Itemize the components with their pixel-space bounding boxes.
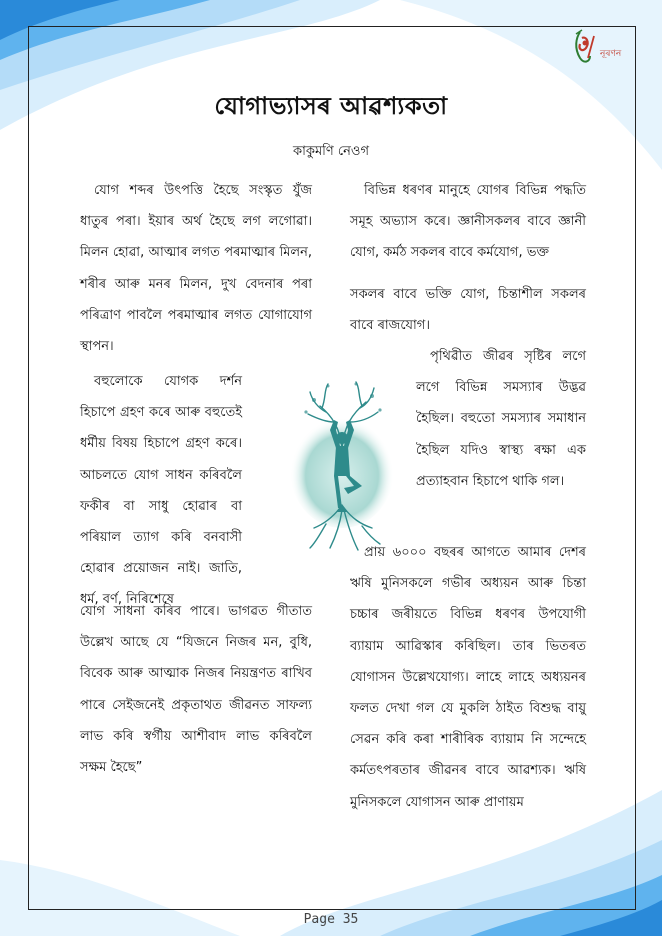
right-paragraph-2 <box>350 279 586 341</box>
logo-text: নূৰণন <box>600 49 622 59</box>
right-paragraph-1-text: বিভিন্ন ধৰণৰ মানুহে যোগৰ বিভিন্ন পদ্ধতি সমূহ অভ্যাস কৰে। জ্ঞানীসকলৰ বাবে জ্ঞানী যোগ, কৰ্মঠ সকলৰ বাবে কৰ্মযোগ, ভক্ত <box>350 183 586 261</box>
right-paragraph-2-text: সকলৰ বাবে ভক্তি যোগ, চিন্তাশীল সকলৰ বাবে ৰাজযোগ। <box>350 287 586 334</box>
page-number: Page 35 <box>303 912 359 927</box>
right-paragraph-4-text: প্ৰায় ৬০০০ বছৰৰ আগতে আমাৰ দেশৰ ঋষি মুনিসকলে গভীৰ অধ্যয়ন আৰু চিন্তা চচ্চাৰ জৰীয়তে বিভিন্ন ধৰণৰ উপযোগী ব্যায়াম আৱিস্কাৰ কৰিছিল। তাৰ ভিতৰত যোগাসন উল্লেখযোগ্য। লাহে লাহে অধ্যয়নৰ ফলত দেখা গল যে মুকলি ঠাইত বিশুদ্ধ বায়ু সেৱন কৰি কৰা শাৰীৰিক ব্যায়াম নি সন্দেহে কৰ্মতৎপৰতাৰ জীৱনৰ বাবে আৱশ্যক। ঋষি মুনিসকলে যোগাসন আৰু প্ৰাণায়ম <box>350 545 586 810</box>
left-paragraph-2-text-a: বহুলোকে যোগক দৰ্শন হিচাপে গ্ৰহণ কৰে আৰু বহুতেই ধৰ্মীয় বিষয় হিচাপে গ্ৰহণ কৰে। আচলতে যোগ সাধন কৰিবলৈ ফকীৰ বা সাধু হোৱাৰ বা পৰিয়াল ত্যাগ কৰি বনবাসী হোৱাৰ প্ৰয়োজন নাই। জাতি, ধৰ্ম, বৰ্ণ, নিৰিশেষে <box>80 374 242 608</box>
left-paragraph-1-text: যোগ শব্দৰ উৎপত্তি হৈছে সংস্কৃত যুঁজ ধাতুৰ পৰা। ইয়াৰ অৰ্থ হৈছে লগ লগোৱা। মিলন হোৱা, আত্মাৰ লগত পৰমাত্মাৰ মিলন, শৰীৰ আৰু মনৰ মিলন, দুখ বেদনাৰ পৰা পৰিত্ৰাণ পাবলৈ পৰমাত্মাৰ লগত যোগাযোগ স্থাপন। <box>80 183 312 355</box>
left-paragraph-2-text-b: যোগ সাধনা কৰিব পাৰে। ভাগৱত গীতাত উল্লেখ আছে যে “যিজনে নিজৰ মন, বুধি, বিবেক আৰু আত্মাক নিজৰ নিয়ন্ত্ৰণত ৰাখিব পাৰে সেইজনেই প্ৰকৃতাথত জীৱনত সাফল্য লাভ কৰি স্বৰ্গীয় আশীবাদ লাভ কৰিবলৈ সক্ষম হৈছে” <box>80 604 312 776</box>
left-paragraph-2-continued <box>80 596 312 783</box>
right-paragraph-3 <box>416 341 586 497</box>
left-paragraph-2 <box>80 366 242 616</box>
article-title: যোগাভ্যাসৰ আৱশ্যকতা <box>214 92 448 120</box>
right-paragraph-3-text: পৃথিৱীত জীৱৰ সৃষ্টিৰ লগে লগে বিভিন্ন সমস্যাৰ উদ্ভৱ হৈছিল। বহুতো সমস্যাৰ সমাধান হৈছিল যদিও স্বাস্থ্য ৰক্ষা এক প্ৰত্যাহবান হিচাপে থাকি গল। <box>416 349 586 489</box>
right-paragraph-1 <box>350 175 586 269</box>
yoga-tree-pose-icon <box>286 378 398 556</box>
right-paragraph-4 <box>350 537 586 818</box>
left-paragraph-1 <box>80 175 312 362</box>
author-name: কাকুমণি নেওগ <box>292 144 369 159</box>
